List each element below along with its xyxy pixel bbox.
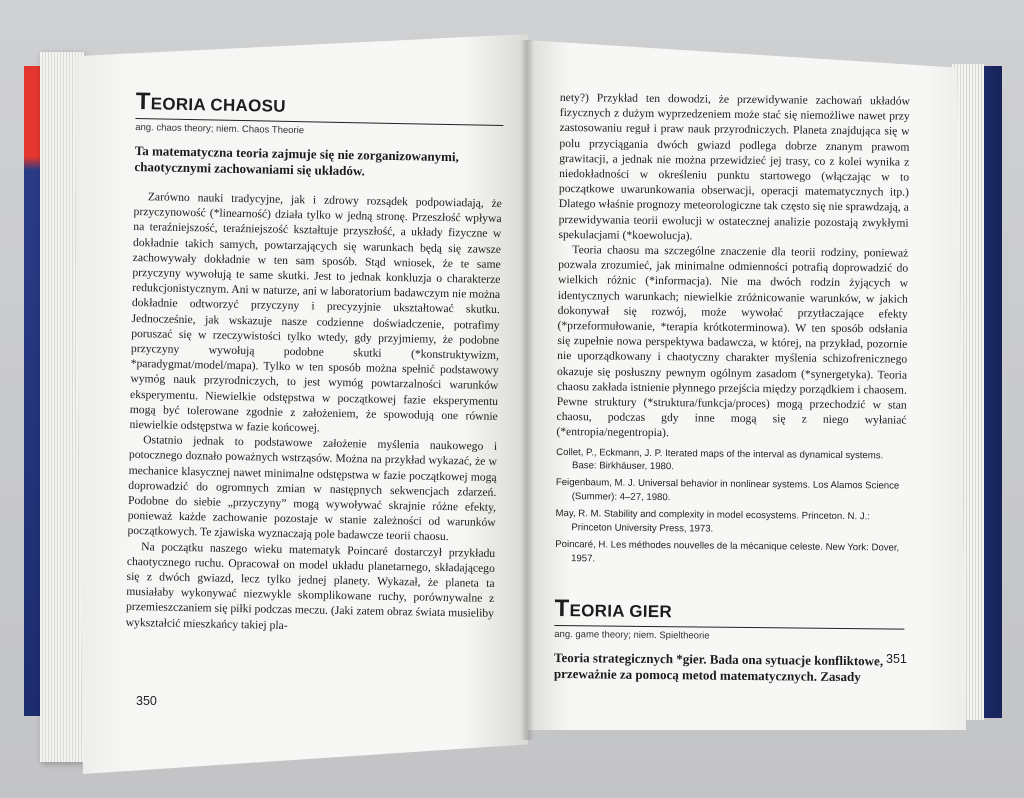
entry-lead: Ta matematyczna teoria zajmuje się nie zorganizowanymi, chaotycznymi zachowaniami się układów. — [134, 142, 459, 179]
paragraph: nety?) Przykład ten dowodzi, że przewidywanie zachowań układów fizycznych z dużym wyprzedzeniem może stać się niemożliwe nawet przy zastosowaniu reguł i praw nauk przyrodniczych. Planeta znajdująca się w polu przyciągania dwóch gwiazd podlega dobrze znanym prawom grawitacji, a jednak nie można przewidzieć jej trasy, co z kolei wynika z niedokładności w określeniu punktu startowego (włączając w to początkowe uwarunkowania obserwacji, operacji matematycznych itp.) Dlatego właśnie prognozy meteorologiczne tak często się nie sprawdzają, a przewidywania teorii ewolucji w ostatecznej analizie pozostają zwykłymi spekulacjami (*koewolucja). — [558, 90, 910, 243]
reference-item: Feigenbaum, M. J. Universal behavior in nonlinear systems. Los Alamos Science (Summer): 4–27, 1980. — [555, 477, 900, 504]
paragraph: Na początku naszego wieku matematyk Poincaré dostarczył przykładu chaotycznego ruchu. Opracował on model układu planetarnego, składającego się z dwóch gwiazd, lecz tylko jednej planety. Wykazał, że planeta ta musiałaby wykonywać niezwykle skomplikowane ruchy, porównywalne z przemieszczaniem się piłki podczas meczu. (Jaki zatem obraz świata musieliby wykształcić mieszkańcy takiej pla- — [125, 539, 496, 632]
reference-item: May, R. M. Stability and complexity in model ecosystems. Princeton. N. J.: Princeton University Press, 1973. — [555, 508, 871, 535]
entry-lead: Teoria strategicznych *gier. Bada ona sytuacje konfliktowe, przeważnie za pomocą metod matematycznych. Zasady — [553, 649, 884, 685]
reference-item: Collet, P., Eckmann, J. P. Iterated maps of the interval as dynamical systems. Base: Birkhäuser, 1980. — [556, 446, 884, 473]
paragraph: Ostatnio jednak to podstawowe założenie myślenia naukowego i potocznego doznało poważnych wstrząsów. Można na przykład wykazać, że w mechanice klasycznej nawet minimalne odstępstwa w fazie początkowej mogą doprowadzić do ogromnych zmian w następnych sekwencjach zdarzeń. Podobne do siebie „przyczyny” mogą wywoływać skrajnie różne efekty, ponieważ każde zachowanie pozostaje w stanie zależności od warunków początkowych. Te zjawiska wyznaczają pole badawcze teorii chaosu. — [127, 433, 498, 544]
entry-subtitle: ang. chaos theory; niem. Chaos Theorie — [135, 121, 305, 137]
right-page-content — [554, 90, 910, 700]
title-initial: T — [135, 88, 151, 116]
title-text: EORIA CHAOSU — [150, 94, 287, 116]
entry-title-chaos — [135, 88, 504, 126]
book-gutter — [520, 40, 534, 740]
title-text: EORIA GIER — [569, 601, 673, 622]
page-number-right: 351 — [886, 652, 907, 666]
page-number-left: 350 — [136, 694, 157, 708]
references — [555, 446, 906, 569]
entry-title-games — [554, 595, 904, 630]
paragraph: Teoria chaosu ma szczególne znaczenie dla teorii rodziny, ponieważ pozwala zrozumieć, jak minimalne odmienności potrafią doprowadzić do wielkich różnic (*informacja). Nie ma dwóch rodzin żyjących w identycznych warunkach; niewielkie zróżnicowanie warunków, w jakich dokonywał się rozwój, może wywołać przytłaczające efekty (*przeformułowanie, *terapia krótkoterminowa). W ten sposób odsłania się zupełnie nowa perspektywa badawcza, w której, na przykład, pozornie nie uporządkowany i chaotyczny charakter myślenia schizofrenicznego okazuje się posłuszny pewnym ogólnym zasadom (*synergetyka). Teoria chaosu zakłada istnienie płynnego przejścia między porządkiem i chaosem. Pewne struktury (*struktura/funkcja/proces) mogą przechodzić w stan chaosu, podczas gdy inne mogą się z niego wyłaniać (*entropia/negentropia). — [556, 243, 909, 440]
paragraph: Zarówno nauki tradycyjne, jak i zdrowy rozsądek podpowiadają, że przyczynowość (*linearność) działa tylko w jedną stronę. Przeszłość wpływa na teraźniejszość, teraźniejszość kształtuje przyszłość, a układy fizyczne w dokładnie takich samych, powtarzających się warunkach będą się zawsze zachowywały dokładnie w ten sam sposób. Stąd wniosek, że te same przyczyny wywołują te same skutki. Jest to jednak konkluzja o charakterze redukcjonistycznym. Ani w naturze, ani w laboratorium badawczym nie można dokładnie odtworzyć przyczyny i precyzyjnie ukształtować skutku. Jednocześnie, jak wskazuje nasze codzienne doświadczenie, potrafimy poruszać się w rzeczywistości tylko wtedy, gdy przyjmiemy, że podobne przyczyny wywołują podobne skutki (*konstruktywizm, *paradygmat/model/mapa). Tylko w ten sposób można spełnić podstawowy wymóg nauk przyrodniczych, to jest wymóg powtarzalności warunków eksperymentu. Niewielkie odstępstwa w początkowej fazie eksperymentu mogą być tolerowane zgodnie z założeniem, że spowodują one równie niewielkie odstępstwa w fazie końcowej. — [129, 190, 502, 435]
entry-subtitle: ang. game theory; niem. Spieltheorie — [554, 628, 710, 642]
reference-item: Poincaré, H. Les méthodes nouvelles de la mécanique celeste. New York: Dover, 1957. — [555, 539, 900, 564]
title-initial: T — [554, 594, 570, 623]
left-page-content — [126, 88, 504, 637]
